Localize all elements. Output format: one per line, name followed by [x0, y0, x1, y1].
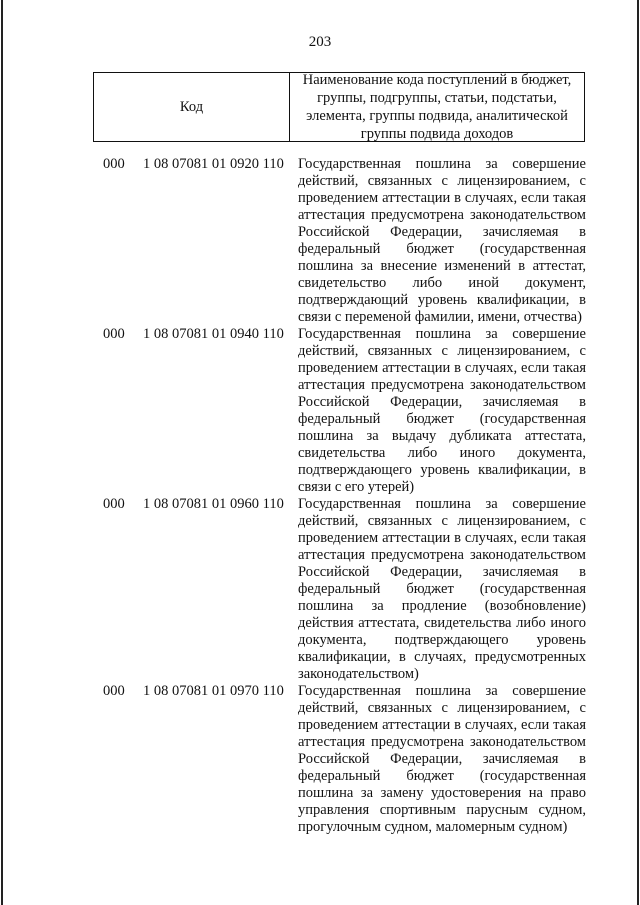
admin-code-cell: 000: [103, 496, 125, 512]
admin-code-cell: 000: [103, 156, 125, 172]
admin-code-cell: 000: [103, 683, 125, 699]
table-header: [93, 72, 585, 142]
description-cell: Государственная пошлина за совершение действий, связанных с лицензированием, с проведением аттестации в случаях, если такая аттестация предусмотрена законодательством Российской Федерации, зачисляемая в федеральный бюджет (государственная пошлина за выдачу дубликата аттестата, свидетельства либо иного документа, подтверждающего уровень квалификации, в связи с его утерей): [298, 326, 586, 495]
table-row: [0, 326, 640, 496]
page-number: 203: [308, 34, 332, 50]
table-body: [0, 156, 640, 836]
admin-code-cell: 000: [103, 326, 125, 342]
description-cell: Государственная пошлина за совершение действий, связанных с лицензированием, с проведением аттестации в случаях, если такая аттестация предусмотрена законодательством Российской Федерации, зачисляемая в федеральный бюджет (государственная пошлина за продление (возобновление) действия аттестата, свидетельства либо иного документа, подтверждающего уровень квалификации, в случаях, предусмотренных законодательством): [298, 496, 586, 682]
header-code-cell: Код: [94, 73, 290, 141]
budget-code-cell: 1 08 07081 01 0970 110: [143, 683, 284, 699]
description-cell: Государственная пошлина за совершение действий, связанных с лицензированием, с проведением аттестации в случаях, если такая аттестация предусмотрена законодательством Российской Федерации, зачисляемая в федеральный бюджет (государственная пошлина за замену удостоверения на право управления спортивным парусным судном, прогулочным судном, маломерным судном): [298, 683, 586, 835]
budget-code-cell: 1 08 07081 01 0960 110: [143, 496, 284, 512]
budget-code-cell: 1 08 07081 01 0920 110: [143, 156, 284, 172]
table-row: [0, 156, 640, 326]
header-name-cell: Наименование кода поступлений в бюджет, группы, подгруппы, статьи, подстатьи, элемента, группы подвида, аналитической группы подвида доходов: [302, 72, 572, 142]
budget-code-cell: 1 08 07081 01 0940 110: [143, 326, 284, 342]
description-cell: Государственная пошлина за совершение действий, связанных с лицензированием, с проведением аттестации в случаях, если такая аттестация предусмотрена законодательством Российской Федерации, зачисляемая в федеральный бюджет (государственная пошлина за внесение изменений в аттестат, свидетельство либо иной документ, подтверждающий уровень квалификации, в связи с переменой фамилии, имени, отчества): [298, 156, 586, 325]
table-row: [0, 496, 640, 683]
table-row: [0, 683, 640, 836]
